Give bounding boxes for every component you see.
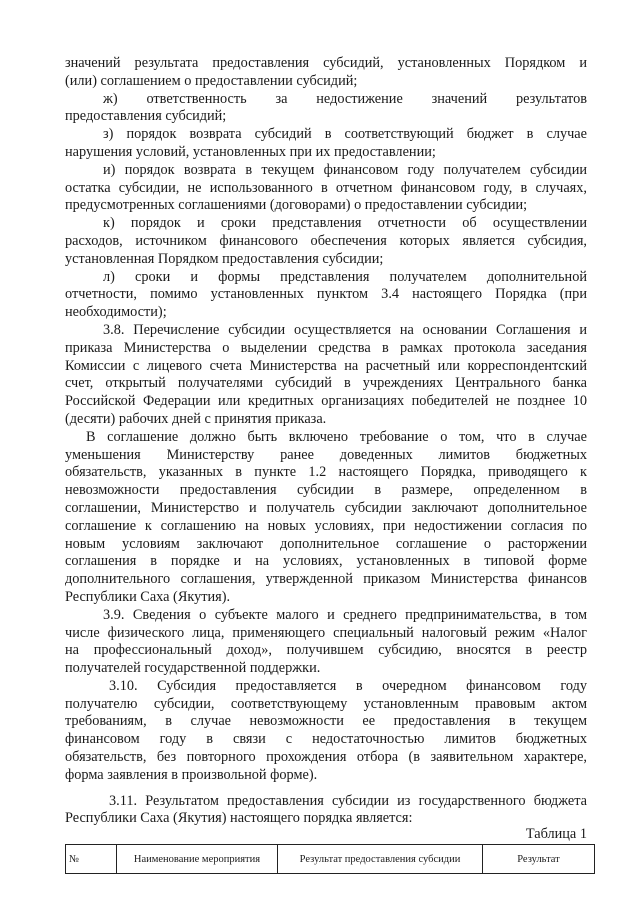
text-line: предусмотренных соглашениями (договорами) о предоставлении субсидии; xyxy=(65,197,528,214)
paragraph-gap xyxy=(65,785,587,793)
text-line: л) сроки и формы представления получателем дополнительной xyxy=(103,268,587,285)
text-line: предоставления субсидий; xyxy=(65,108,227,125)
text-line: числе физического лица, применяющего специальный налоговый режим «Налог xyxy=(65,624,587,641)
text-line: получателю субсидии, соответствующему установленным правовым актом xyxy=(65,695,587,712)
table-header-cell: № xyxy=(66,845,117,874)
text-line: нарушения условий, установленных при их предоставлении; xyxy=(65,143,436,160)
text-line: получателей государственной поддержки. xyxy=(65,660,321,677)
text-line: приказа Министерства о выделении средства в рамках протокола заседания xyxy=(65,339,587,356)
text-line: необходимости); xyxy=(65,304,167,321)
text-line: 3.8. Перечисление субсидии осуществляется на основании Соглашения и xyxy=(103,321,587,338)
text-line: к) порядок и сроки представления отчетности об осуществлении xyxy=(103,215,587,232)
table-header-cell: Результат xyxy=(483,845,595,874)
text-line: дополнительного соглашения, утвержденной приказом Министерства финансов xyxy=(65,571,587,588)
text-line: форма заявления в произвольной форме). xyxy=(65,766,318,783)
text-line: обязательств, указанных в пункте 1.2 настоящего Порядка, приводящего к xyxy=(65,464,587,481)
text-line: финансовом году в связи с недостаточностью лимитов бюджетных xyxy=(65,731,587,748)
text-line: установленная Порядком предоставления субсидии; xyxy=(65,250,384,267)
table-caption: Таблица 1 xyxy=(525,826,587,842)
text-line: Комиссии с лицевого счета Министерства на расчетный или корреспондентский xyxy=(65,357,587,374)
text-line: соглашение к соглашению на новых условиях, при недостижении согласия по xyxy=(65,517,587,534)
text-line: Республики Саха (Якутия). xyxy=(65,588,231,605)
text-line: на профессиональный доход», получившем субсидию, вносятся в реестр xyxy=(65,642,587,659)
table-header-cell: Результат предоставления субсидии xyxy=(278,845,483,874)
text-line: новым условиям заключают дополнительное соглашение о расторжении xyxy=(65,535,587,552)
text-line: невозможности предоставления субсидии в размере, определенном в xyxy=(65,482,587,499)
text-line: В соглашение должно быть включено требование о том, что в случае xyxy=(86,428,587,445)
text-line: 3.9. Сведения о субъекте малого и среднего предпринимательства, в том xyxy=(103,606,587,623)
text-line: з) порядок возврата субсидий в соответствующий бюджет в случае xyxy=(103,126,587,143)
text-line: счет, открытый получателями субсидий в учреждениях Центрального банка xyxy=(65,375,587,392)
text-line: и) порядок возврата в текущем финансовом году получателем субсидии xyxy=(103,161,587,178)
text-line: Российской Федерации или кредитных организациях победителей не позднее 10 xyxy=(65,393,587,410)
text-line: расходов, источником финансового обеспечения которых является субсидия, xyxy=(65,232,587,249)
text-line: обязательств, без повторного прохождения отбора (в заявительном характере, xyxy=(65,749,587,766)
text-line: (десяти) рабочих дней с принятия приказа. xyxy=(65,410,327,427)
text-line: Республики Саха (Якутия) настоящего порядка является: xyxy=(65,810,413,827)
text-line: (или) соглашением о предоставлении субсидий; xyxy=(65,72,358,89)
table-header-row xyxy=(66,845,595,874)
results-table xyxy=(65,844,595,874)
document-body xyxy=(65,55,587,828)
table-header-cell: Наименование мероприятия xyxy=(117,845,278,874)
text-line: остатка субсидии, не использованного в отчетном финансовом году, в случаях, xyxy=(65,179,587,196)
text-line: соглашении, Министерство и получатель субсидии заключают дополнительное xyxy=(65,499,587,516)
text-line: 3.10. Субсидия предоставляется в очередном финансовом году xyxy=(109,677,587,694)
text-line: соглашения в порядке и на условиях, установленных в типовой форме xyxy=(65,553,587,570)
text-line: отчетности, помимо установленных пунктом 3.4 настоящего Порядка (при xyxy=(65,286,587,303)
text-line: значений результата предоставления субсидий, установленных Порядком и xyxy=(65,55,587,71)
text-line: требованиям, в случае невозможности ее предоставления в текущем xyxy=(65,713,587,730)
text-line: уменьшения Министерству ранее доведенных лимитов бюджетных xyxy=(65,446,587,463)
text-line: ж) ответственность за недостижение значений результатов xyxy=(103,90,587,107)
text-line: 3.11. Результатом предоставления субсидии из государственного бюджета xyxy=(109,792,587,809)
